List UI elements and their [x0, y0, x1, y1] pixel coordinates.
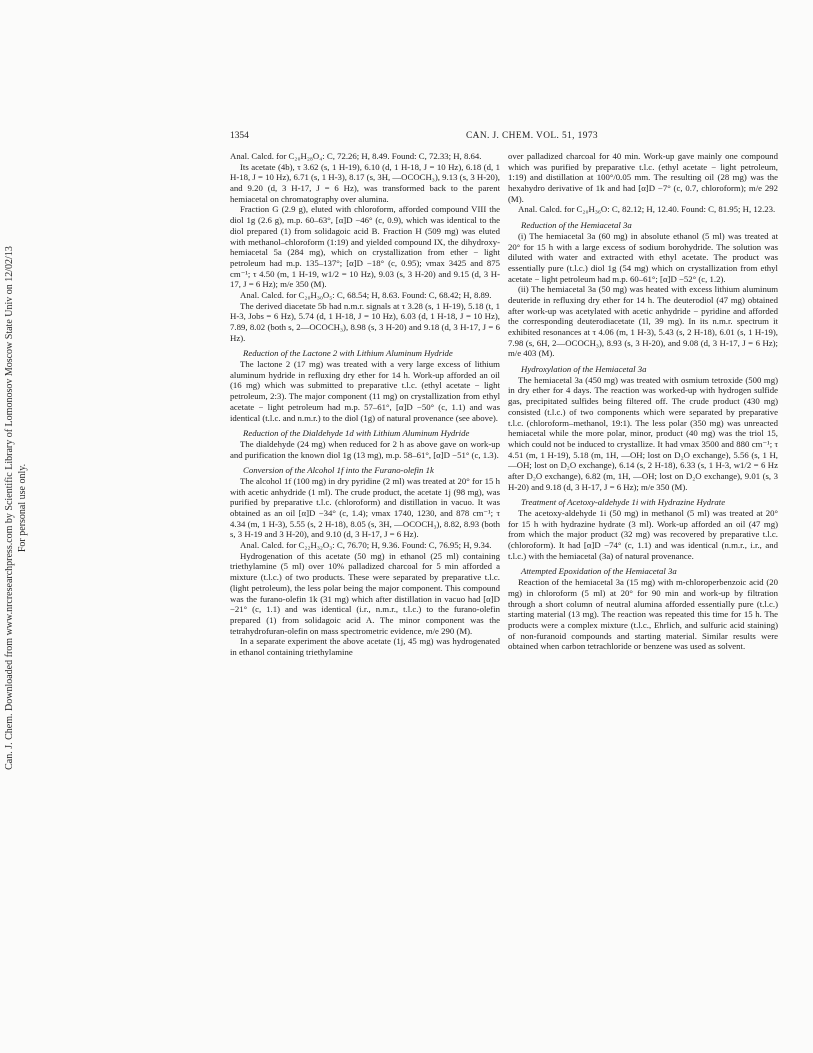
running-head: CAN. J. CHEM. VOL. 51, 1973	[466, 131, 598, 141]
section-heading: Hydroxylation of the Hemiacetal 3a	[521, 364, 647, 375]
body-paragraph: The hemiacetal 3a (450 mg) was treated with osmium tetroxide (500 mg) in dry ether for 4 days. The reaction was worked-up with hydrogen sulfide gas, precipitated sulfides being filtered off. The crude product (430 mg) consisted (t.l.c.) of two components which were separated by preparative t.l.c. (chloroform–methanol, 19:1). The less polar (350 mg) was unreacted hemiacetal while the more polar, minor, product (40 mg) was the triol 15, which could not be induced to crystallize. It had νmax 3500 and 880 cm⁻¹; τ 4.51 (m, 1 H-19), 5.18 (m, 1H, —OH; lost on D₂O exchange), 5.56 (s, 1 H, —OH; lost on D₂O exchange), 6.14 (s, 2 H-18), 6.33 (s, 1 H-3, w1/2 = 6 Hz after D₂O exchange), 6.82 (m, 1H, —OH; lost on D₂O exchange), 9.01 (s, 3 H-20) and 9.18 (d, 3 H-17, J = 6 Hz); m/e 350 (M).	[508, 374, 778, 492]
section-heading: Reduction of the Dialdehyde 1d with Lithium Aluminum Hydride	[243, 428, 470, 439]
body-paragraph: Fraction G (2.9 g), eluted with chloroform, afforded compound VIII the diol 1g (2.6 g), m.p. 60–63°, [α]D −46° (c, 0.9), which was identical to the diol prepared (1) from solidagoic acid B. Fraction H (509 mg) was eluted with methanol–chloroform (1:19) and yielded compound IX, the dihydroxy-hemiacetal 5a (284 mg), which on crystallization from ether − light petroleum had m.p. 135–137°; [α]D −18° (c, 0.95); νmax 3425 and 875 cm⁻¹; τ 4.50 (m, 1 H-19, w1/2 = 10 Hz), 9.03 (s, 3 H-20) and 9.15 (d, 3 H-17, J = 6 Hz); m/e 350 (M).	[230, 204, 500, 290]
body-paragraph: In a separate experiment the above acetate (1j, 45 mg) was hydrogenated in ethanol containing triethylamine	[230, 636, 500, 657]
body-paragraph: Anal. Calcd. for C₂₀H₃₆O: C, 82.12; H, 12.40. Found: C, 81.95; H, 12.23.	[518, 204, 776, 215]
page-header	[230, 131, 778, 145]
body-paragraph: Anal. Calcd. for C₂₂H₃₂O₃: C, 76.70; H, 9.36. Found: C, 76.95; H, 9.34.	[240, 540, 492, 551]
right-column	[508, 151, 778, 1011]
body-paragraph: over palladized charcoal for 40 min. Work-up gave mainly one compound which was purified by preparative t.l.c. (ethyl acetate − light petroleum, 1:19) and distillation at 100°/0.05 mm. The resulting oil (28 mg) was the hexahydro derivative of 1k and had [α]D −7° (c, 0.7, chloroform); m/e 292 (M).	[508, 151, 778, 204]
body-paragraph: The alcohol 1f (100 mg) in dry pyridine (2 ml) was treated at 20° for 15 h with acetic anhydride (1 ml). The crude product, the acetate 1j (98 mg), was purified by preparative t.l.c. (chloroform) and distillation in vacuo. It was obtained as an oil [α]D −34° (c, 1.4); νmax 1740, 1230, and 878 cm⁻¹; τ 4.34 (m, 1 H-3), 5.55 (s, 2 H-18), 8.05 (s, 3H, —OCOCH₃), 8.82, 8.93 (both s, 3 H-19 and 3 H-20), and 9.10 (d, 3 H-17, J = 6 Hz).	[230, 475, 500, 540]
body-paragraph: The derived diacetate 5b had n.m.r. signals at τ 3.28 (s, 1 H-19), 5.18 (t, 1 H-3, Jobs = 6 Hz), 5.74 (d, 1 H-18, J = 10 Hz), 6.03 (d, 1 H-18, J = 10 Hz), 7.89, 8.02 (both s, 2—OCOCH₃), 8.98 (s, 3 H-20) and 9.18 (d, 3 H-17, J = 6 Hz).	[230, 300, 500, 343]
body-paragraph: Hydrogenation of this acetate (50 mg) in ethanol (25 ml) containing triethylamine (5 ml) over 10% palladized charcoal for 5 min afforded a mixture (t.l.c.) of two products. These were separated by preparative t.l.c. (light petroleum), the less polar being the major component. This compound was the furano-olefin 1k (31 mg) which after distillation in vacuo had [α]D −21° (c, 1.1) and was identical (i.r., n.m.r., t.l.c.) to the furano-olefin prepared (1) from solidagoic acid A. The minor component was the tetrahydrofuran-olefin on mass spectrometric evidence, m/e 290 (M).	[230, 550, 500, 636]
section-heading: Reduction of the Hemiacetal 3a	[521, 220, 632, 231]
download-notice-line: For personal use only.	[16, 463, 28, 553]
body-paragraph: (ii) The hemiacetal 3a (50 mg) was heated with excess lithium aluminum deuteride in refluxing dry ether for 14 h. The deuterodiol (47 mg) obtained after work-up was acetylated with acetic anhydride − pyridine and afforded the corresponding deuterodiacetate (1l, 39 mg). In its n.m.r. spectrum it exhibited resonances at τ 4.06 (m, 1 H-3), 5.43 (s, 2 H-18), 6.01 (s, 1 H-19), 7.98 (s, 6H, 2—OCOCH₃), 8.93 (s, 3 H-20), and 9.08 (d, 3 H-17, J = 6 Hz); m/e 403 (M).	[508, 284, 778, 359]
body-paragraph: Reaction of the hemiacetal 3a (15 mg) with m-chloroperbenzoic acid (20 mg) in chloroform (5 ml) at 20° for 90 min and work-up by filtration through a short column of neutral alumina afforded essentially pure (t.l.c.) starting material (13 mg). The reaction was repeated this time for 15 h. The products were a complex mixture (t.l.c., Ehrlich, and sulfuric acid staining) of non-furanoid compounds and starting material. Similar results were obtained when carbon tetrachloride or benzene was used as solvent.	[508, 577, 778, 652]
section-heading: Attempted Epoxidation of the Hemiacetal 3a	[521, 566, 677, 577]
left-column	[230, 151, 500, 1011]
body-paragraph: The dialdehyde (24 mg) when reduced for 2 h as above gave on work-up and purification the known diol 1g (13 mg), m.p. 58–61°, [α]D −51° (c, 1.3).	[230, 438, 500, 460]
download-notice	[4, 188, 40, 828]
download-notice-line: Can. J. Chem. Downloaded from www.nrcresearchpress.com by Scientific Library of Lomonosov Moscow State Univ on 12/02/13	[4, 246, 15, 770]
section-heading: Conversion of the Alcohol 1f into the Furano-olefin 1k	[243, 465, 434, 476]
body-paragraph: Its acetate (4b), τ 3.62 (s, 1 H-19), 6.10 (d, 1 H-18, J = 10 Hz), 6.18 (d, 1 H-18, J = 10 Hz), 6.71 (s, 1 H-3), 8.17 (s, 3H, —OCOCH₃), 9.13 (s, 3 H-20), and 9.20 (d, 3 H-17, J = 6 Hz), was transformed back to the parent hemiacetal on chromatography over alumina.	[230, 161, 500, 204]
body-paragraph: Anal. Calcd. for C₂₀H₂₈O₄: C, 72.26; H, 8.49. Found: C, 72.33; H, 8.64.	[230, 151, 482, 161]
section-heading: Treatment of Acetoxy-aldehyde 1i with Hydrazine Hydrate	[521, 497, 726, 508]
body-paragraph: (i) The hemiacetal 3a (60 mg) in absolute ethanol (5 ml) was treated at 20° for 15 h with a large excess of sodium borohydride. The solution was diluted with water and extracted with ethyl acetate. The product was essentially pure (t.l.c.) diol 1g (54 mg) which on crystallization from ethyl acetate − light petroleum had m.p. 60–61°; [α]D −52° (c, 1.2).	[508, 230, 778, 284]
body-paragraph: Anal. Calcd. for C₂₀H₃₀O₅: C, 68.54; H, 8.63. Found: C, 68.42; H, 8.89.	[240, 289, 492, 300]
body-paragraph: The lactone 2 (17 mg) was treated with a very large excess of lithium aluminum hydride in refluxing dry ether for 14 h. Work-up afforded an oil (16 mg) which was submitted to preparative t.l.c. (ethyl acetate − light petroleum, 2:3). The major component (11 mg) on crystallization from ethyl acetate − light petroleum had m.p. 57–61°, [α]D −50° (c, 1.1) and was identical (t.l.c. and n.m.r.) to the diol (1g) of natural provenance (see above).	[230, 359, 500, 423]
section-heading: Reduction of the Lactone 2 with Lithium Aluminum Hydride	[243, 348, 453, 359]
page-number: 1354	[230, 131, 249, 141]
body-paragraph: The acetoxy-aldehyde 1i (50 mg) in methanol (5 ml) was treated at 20° for 15 h with hydrazine hydrate (3 ml). Work-up afforded an oil (47 mg) from which the major product (32 mg) was recovered by preparative t.l.c. (chloroform). It had [α]D −74° (c, 1.1) and was identical (n.m.r., i.r., and t.l.c.) with the hemiacetal (3a) of natural provenance.	[508, 508, 778, 561]
